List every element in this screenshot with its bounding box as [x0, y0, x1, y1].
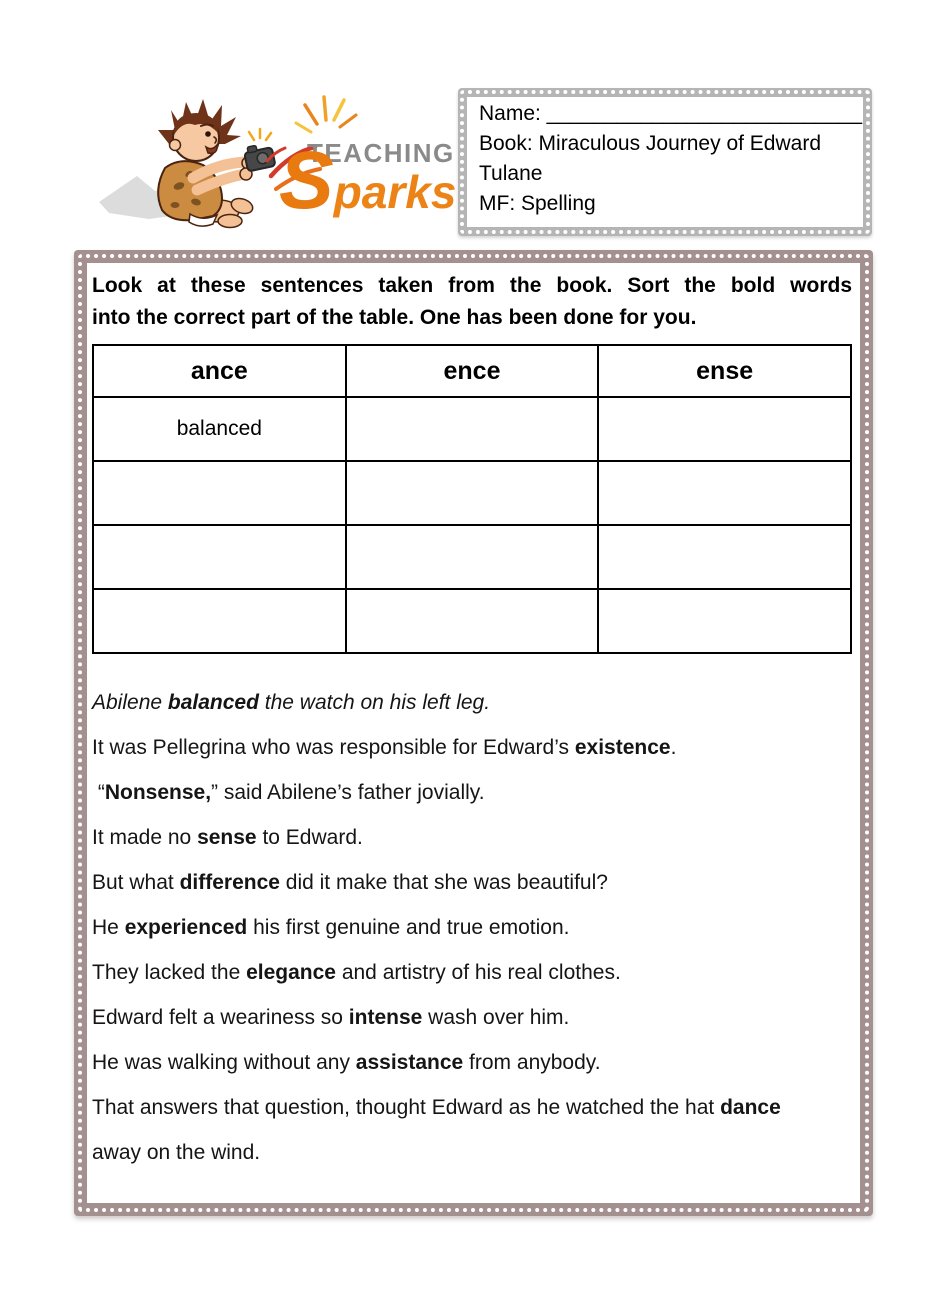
table-row: [93, 397, 851, 461]
sentence-list: [92, 680, 852, 1175]
sentence: That answers that question, thought Edward as he watched the hat dance away on the wind.: [92, 1096, 781, 1164]
brand-logo: [95, 90, 463, 235]
column-header-ense: ense: [598, 345, 851, 397]
table-cell: [93, 525, 346, 589]
mf-spelling-line: MF: Spelling: [479, 192, 596, 215]
table-row: [93, 525, 851, 589]
table-cell: [93, 461, 346, 525]
sentence: They lacked the elegance and artistry of his real clothes.: [92, 961, 621, 984]
table-cell: [346, 589, 599, 653]
table-cell: [598, 525, 851, 589]
table-row: [93, 589, 851, 653]
table-cell: [346, 525, 599, 589]
instruction-text: [92, 270, 852, 334]
table-cell-example: balanced: [93, 397, 346, 461]
word-sort-table: [92, 344, 852, 654]
table-header-row: [93, 345, 851, 397]
name-blank-line: Name: ___________________________: [479, 102, 863, 125]
sentence: It made no sense to Edward.: [92, 826, 363, 849]
sentence: He was walking without any assistance from anybody.: [92, 1051, 601, 1074]
table-cell: [346, 461, 599, 525]
table-cell: [346, 397, 599, 461]
worksheet-body-box: [74, 250, 873, 1216]
sentence: He experienced his first genuine and true emotion.: [92, 916, 570, 939]
sentence: “Nonsense,” said Abilene’s father jovially.: [92, 781, 485, 804]
sentence: Abilene balanced the watch on his left leg.: [92, 691, 491, 714]
column-header-ance: ance: [93, 345, 346, 397]
table-cell: [598, 461, 851, 525]
table-cell: [598, 589, 851, 653]
instruction-line-1: Look at these sentences taken from the book. Sort the bold words: [92, 274, 852, 297]
sentence: Edward felt a weariness so intense wash over him.: [92, 1006, 570, 1029]
student-info-box: [458, 88, 872, 236]
brand-word-teaching: TEACHING: [307, 138, 455, 168]
table-row: [93, 461, 851, 525]
instruction-line-2: into the correct part of the table. One has been done for you.: [92, 306, 697, 329]
sentence: It was Pellegrina who was responsible for Edward’s existence.: [92, 736, 677, 759]
flash-sparkle-icon: [249, 129, 271, 140]
sentence: But what difference did it make that she was beautiful?: [92, 871, 608, 894]
table-cell: [598, 397, 851, 461]
table-cell: [93, 589, 346, 653]
book-title-line: Book: Miraculous Journey of Edward: [479, 132, 821, 155]
brand-word-sparks: Sparks: [279, 135, 457, 226]
column-header-ence: ence: [346, 345, 599, 397]
spark-burst-icon: [296, 97, 356, 132]
book-title-line-2: Tulane: [479, 162, 543, 185]
